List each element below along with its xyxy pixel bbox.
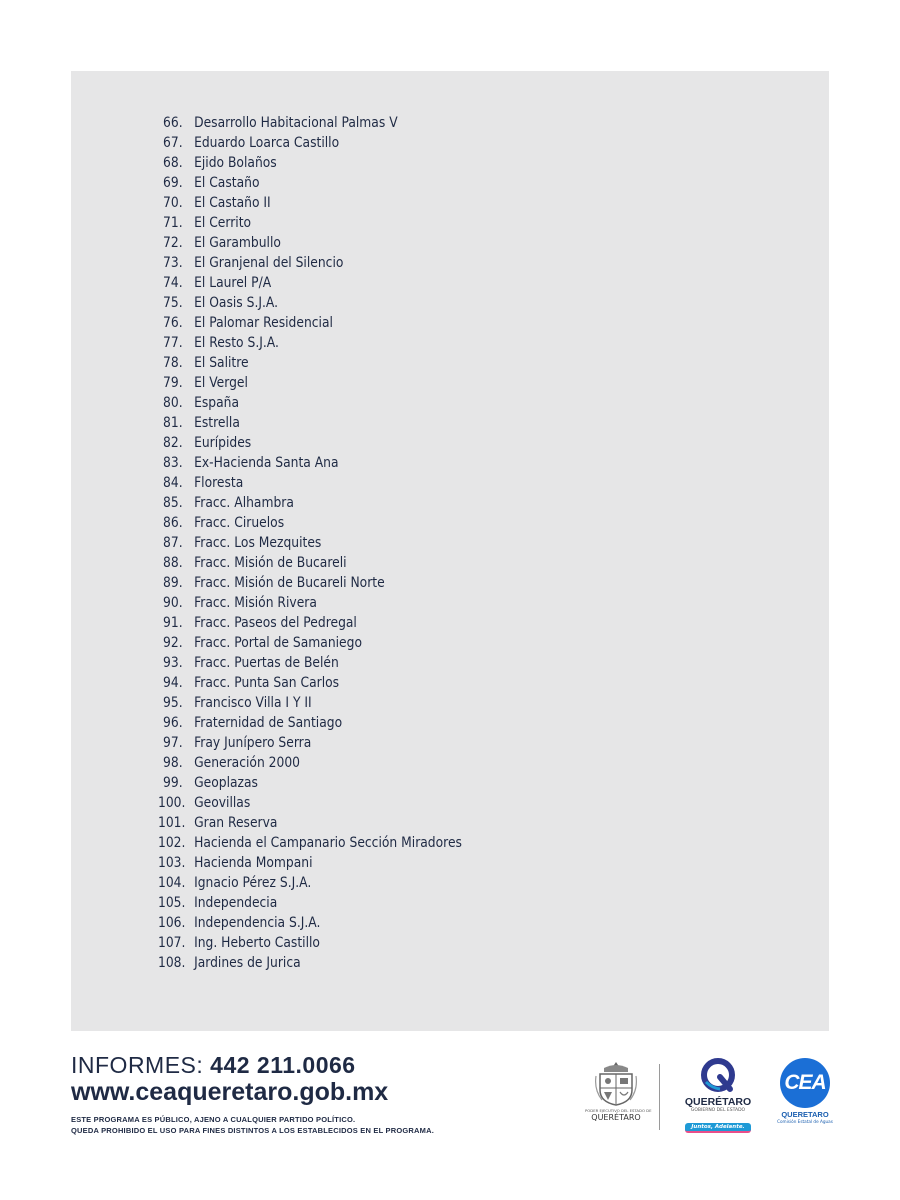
item-name: Francisco Villa I Y II (194, 695, 312, 711)
item-name: El Laurel P/A (194, 275, 272, 291)
item-name: El Salitre (194, 355, 249, 371)
item-name: El Resto S.J.A. (194, 335, 279, 351)
list-item (158, 293, 462, 313)
item-name: Ejido Bolaños (194, 155, 277, 171)
item-number: 83. (163, 455, 183, 471)
list-item (158, 433, 462, 453)
item-number: 91. (163, 615, 183, 631)
item-name: Eurípides (194, 435, 252, 451)
item-name: Ing. Heberto Castillo (194, 935, 320, 951)
item-number: 75. (163, 295, 183, 311)
estado-small-text: PODER EJECUTIVO DEL ESTADO DE (585, 1108, 652, 1113)
cea-logo (772, 1058, 838, 1134)
item-number: 66. (163, 115, 183, 131)
list-item (158, 353, 462, 373)
item-number: 89. (163, 575, 183, 591)
list-item (158, 913, 462, 933)
list-item (158, 813, 462, 833)
cea-name: QUERETARO (781, 1110, 829, 1119)
item-number: 74. (163, 275, 183, 291)
colonias-list (158, 113, 503, 973)
list-item (158, 953, 462, 973)
item-number: 85. (163, 495, 183, 511)
footer-contact (71, 1052, 434, 1136)
item-name: Fracc. Paseos del Pedregal (194, 615, 357, 631)
list-item (158, 613, 462, 633)
list-item (158, 373, 462, 393)
item-number: 92. (163, 635, 183, 651)
list-item (158, 653, 462, 673)
list-item (158, 393, 462, 413)
item-name: Ignacio Pérez S.J.A. (194, 875, 312, 891)
item-name: El Palomar Residencial (194, 315, 333, 331)
item-name: Ex-Hacienda Santa Ana (194, 455, 339, 471)
list-item (158, 193, 462, 213)
item-name: Fray Junípero Serra (194, 735, 312, 751)
legal-line-2: QUEDA PROHIBIDO EL USO PARA FINES DISTINTOS A LOS ESTABLECIDOS EN EL PROGRAMA. (71, 1126, 434, 1135)
item-number: 79. (163, 375, 183, 391)
item-name: Jardines de Jurica (194, 955, 301, 971)
item-number: 67. (163, 135, 183, 151)
list-item (158, 233, 462, 253)
list-item (158, 153, 462, 173)
item-name: Fracc. Punta San Carlos (194, 675, 340, 691)
list-item (158, 453, 462, 473)
item-number: 78. (163, 355, 183, 371)
item-name: Fracc. Portal de Samaniego (194, 635, 362, 651)
item-name: Independecia (194, 895, 278, 911)
website-url: www.ceaqueretaro.gob.mx (71, 1078, 389, 1106)
item-number: 95. (163, 695, 183, 711)
list-item (158, 573, 462, 593)
informes-label: INFORMES: (71, 1052, 204, 1078)
item-number: 96. (163, 715, 183, 731)
list-item (158, 753, 462, 773)
list-item (158, 893, 462, 913)
queretaro-q-logo-icon (700, 1058, 736, 1094)
item-number: 70. (163, 195, 183, 211)
item-number: 97. (163, 735, 183, 751)
item-name: Desarrollo Habitacional Palmas V (194, 115, 398, 131)
item-number: 82. (163, 435, 183, 451)
qro-subtitle: GOBIERNO DEL ESTADO (690, 1108, 746, 1113)
list-item (158, 273, 462, 293)
estado-name: QUERÉTARO (591, 1113, 641, 1122)
cea-subtitle: Comisión Estatal de Aguas (777, 1119, 833, 1124)
item-name: Fracc. Misión de Bucareli (194, 555, 347, 571)
list-item (158, 693, 462, 713)
queretaro-logo (672, 1058, 764, 1134)
item-name: Independencia S.J.A. (194, 915, 321, 931)
item-name: El Castaño (194, 175, 260, 191)
item-name: Gran Reserva (194, 815, 278, 831)
item-name: Geoplazas (194, 775, 258, 791)
item-number: 105. (158, 895, 186, 911)
item-name: El Garambullo (194, 235, 281, 251)
list-item (158, 133, 462, 153)
item-name: Eduardo Loarca Castillo (194, 135, 340, 151)
list-item (158, 933, 462, 953)
item-name: Fracc. Los Mezquites (194, 535, 322, 551)
item-name: El Castaño II (194, 195, 271, 211)
informes-line (71, 1052, 434, 1078)
item-number: 73. (163, 255, 183, 271)
list-item (158, 213, 462, 233)
item-number: 72. (163, 235, 183, 251)
list-item (158, 793, 462, 813)
item-number: 71. (163, 215, 183, 231)
coat-of-arms-icon (594, 1060, 638, 1106)
item-number: 68. (163, 155, 183, 171)
item-name: El Oasis S.J.A. (194, 295, 279, 311)
item-name: Generación 2000 (194, 755, 301, 771)
list-item (158, 733, 462, 753)
item-name: Fracc. Misión de Bucareli Norte (194, 575, 385, 591)
list-item (158, 493, 462, 513)
item-number: 106. (158, 915, 186, 931)
item-number: 69. (163, 175, 183, 191)
qro-slogan: Juntos, Adelante. (685, 1123, 750, 1133)
legal-line-1: ESTE PROGRAMA ES PÚBLICO, AJENO A CUALQUIER PARTIDO POLÍTICO. (71, 1115, 356, 1124)
item-number: 99. (163, 775, 183, 791)
list-item (158, 413, 462, 433)
item-name: Hacienda Mompani (194, 855, 313, 871)
list-item (158, 553, 462, 573)
list-item (158, 533, 462, 553)
item-number: 81. (163, 415, 183, 431)
list-item (158, 333, 462, 353)
item-name: Geovillas (194, 795, 251, 811)
item-name: El Cerrito (194, 215, 252, 231)
list-item (158, 593, 462, 613)
item-number: 84. (163, 475, 183, 491)
list-item (158, 713, 462, 733)
item-name: Fracc. Puertas de Belén (194, 655, 339, 671)
list-item (158, 833, 462, 853)
item-number: 101. (158, 815, 186, 831)
list-item (158, 873, 462, 893)
list-item (158, 313, 462, 333)
list-item (158, 773, 462, 793)
item-number: 93. (163, 655, 183, 671)
item-name: Estrella (194, 415, 240, 431)
item-name: El Vergel (194, 375, 248, 391)
item-number: 107. (158, 935, 186, 951)
item-name: El Granjenal del Silencio (194, 255, 344, 271)
list-item (158, 113, 462, 133)
item-number: 103. (158, 855, 186, 871)
logo-divider (659, 1064, 660, 1130)
list-item (158, 513, 462, 533)
item-number: 88. (163, 555, 183, 571)
item-number: 90. (163, 595, 183, 611)
item-number: 94. (163, 675, 183, 691)
item-number: 100. (158, 795, 186, 811)
list-item (158, 673, 462, 693)
phone-number: 442 211.0066 (210, 1052, 356, 1078)
item-name: España (194, 395, 240, 411)
list-item (158, 473, 462, 493)
item-number: 80. (163, 395, 183, 411)
list-item (158, 253, 462, 273)
item-number: 76. (163, 315, 183, 331)
item-number: 108. (158, 955, 186, 971)
qro-name: QUERÉTARO (684, 1096, 752, 1108)
estado-logo (585, 1060, 652, 1132)
item-number: 98. (163, 755, 183, 771)
item-number: 86. (163, 515, 183, 531)
item-number: 102. (158, 835, 186, 851)
list-panel (71, 71, 829, 1031)
item-name: Hacienda el Campanario Sección Miradores (194, 835, 462, 851)
item-number: 77. (163, 335, 183, 351)
item-name: Fracc. Alhambra (194, 495, 294, 511)
list-item (158, 173, 462, 193)
item-name: Fraternidad de Santiago (194, 715, 343, 731)
item-name: Fracc. Misión Rivera (194, 595, 317, 611)
item-number: 104. (158, 875, 186, 891)
item-name: Fracc. Ciruelos (194, 515, 285, 531)
item-name: Floresta (194, 475, 244, 491)
list-item (158, 853, 462, 873)
cea-logo-icon: CEA (780, 1058, 830, 1108)
item-number: 87. (163, 535, 183, 551)
list-item (158, 633, 462, 653)
legal-notice (71, 1114, 434, 1136)
